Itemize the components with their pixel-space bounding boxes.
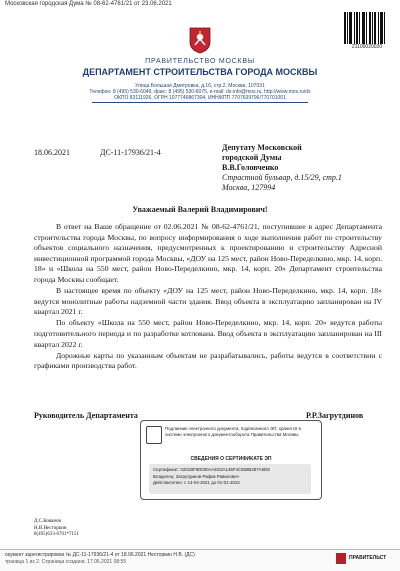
footer-registration: окумент зарегистрирован № ДС-11-17936/21-4 от 18.06.2021 Несторкин Н.В. (ДС) <box>5 552 195 558</box>
government-name: ПРАВИТЕЛЬСТВО МОСКВЫ <box>145 58 255 65</box>
certificate-owner: Владелец: Загрутдинов Рафик Равилович <box>153 473 239 479</box>
letter-body <box>34 222 382 372</box>
executor-phone: 8(495)633-6701*7151 <box>34 532 79 537</box>
certificate-validity: Действителен: с 14-04-2021 до 01-01-2022 <box>153 480 240 485</box>
seal-icon <box>146 426 162 444</box>
signatory-name: Р.Р.Загрутдинов <box>306 411 364 420</box>
registration-note: Московская городская Дума № 08-62-4761/21 от 23.06.2021 <box>5 1 172 7</box>
body-paragraph: В настоящее время по объекту «ДОУ на 125 мест, район Ново-Переделкино, мкр. 14, корп. 18» ведутся монолитные работы надземной части здания. Ввод объекта в эксплуатацию запланирован на IV квартал 2021 г. <box>34 286 382 317</box>
moscow-coat-of-arms-icon <box>188 26 212 54</box>
esignature-note: Подлинник электронного документа, подписанного ЭП, хранится в системе электронного документооборота Правительства Москвы <box>165 426 301 437</box>
recipient-name: В.В.Головченко <box>222 163 279 172</box>
registration-footer <box>0 549 400 571</box>
recipient-title-2: городской Думы <box>222 153 282 162</box>
letter-number: ДС-11-17936/21-4 <box>100 148 161 157</box>
body-paragraph: В ответ на Ваше обращение от 02.06.2021 № 08-62-4761/21, поступившее в адрес Департамента строительства города Москвы, по вопросу информирования о ходе выполнения работ по строительству объектов социального назначения, предусмотренных к проектированию и строительству Адресной инвестиционной программой города Москвы, «ДОУ на 125 мест, район Ново-Переделкино, мкр. 14, корп. 18» и «Школа на 550 мест, район Ново-Переделкино, мкр. 14, корп. 20» Департамент строительства города Москвы сообщает. <box>34 222 382 284</box>
executors-block <box>34 519 79 539</box>
barcode <box>344 10 390 44</box>
electronic-signature-stamp <box>140 420 322 500</box>
recipient-street: Страстной бульвар, д.15/29, стр.1 <box>222 173 342 182</box>
department-registry-codes: ОКПО 83111926, ОГРН 1077746867304, ИНН/КПП 7707639796/770701001 <box>114 95 286 101</box>
footer-page-info: траница 1 из 2. Страница создана: 17.06.2021 08:55 <box>5 559 127 565</box>
header-divider <box>92 102 308 103</box>
department-name: ДЕПАРТАМЕНТ СТРОИТЕЛЬСТВА ГОРОДА МОСКВЫ <box>82 67 318 77</box>
executor-2: Н.В.Несторкин <box>34 525 67 531</box>
government-logo-icon <box>336 553 346 564</box>
signatory-position: Руководитель Департамента <box>34 411 138 420</box>
certificate-caption: СВЕДЕНИЯ О СЕРТИФИКАТЕ ЭП <box>190 456 272 462</box>
salutation: Уважаемый Валерий Владимирович! <box>132 205 268 214</box>
body-paragraph: По объекту «Школа на 550 мест, район Ново-Переделкино, мкр. 14, корп. 20» ведутся работы подготовительного периода и по разработке котлована. Ввод объекта в эксплуатацию запланирован на III квартал 2022 г. <box>34 318 382 349</box>
certificate-details <box>149 464 311 494</box>
letter-date: 18.06.2021 <box>34 148 70 157</box>
recipient-title-1: Депутату Московской <box>222 143 302 152</box>
recipient-block <box>222 143 342 193</box>
certificate-number: Сертификат: 0201BF9D000AAD23A145F4C558B287A6D8 <box>153 467 270 472</box>
barcode-number: 21100020020 <box>351 44 383 50</box>
department-address: Улица Большая Дмитровка, д.16, стр.2, Москва, 107031 <box>135 83 265 89</box>
footer-brand: ПРАВИТЕЛЬСТ <box>349 555 387 561</box>
body-paragraph: Дорожные карты по указанным объектам не разрабатывались, работы ведутся в соответствии с графиками производства работ. <box>34 350 382 371</box>
executor-1: Д.С.Кованов <box>34 519 61 524</box>
recipient-city: Москва, 127994 <box>222 183 276 192</box>
department-contacts: Телефон: 8 (495) 530-6049, факс: 8 (495) 530-6075, e-mail: ds-info@mos.ru, http://www.mos.ru/ds <box>89 89 311 95</box>
